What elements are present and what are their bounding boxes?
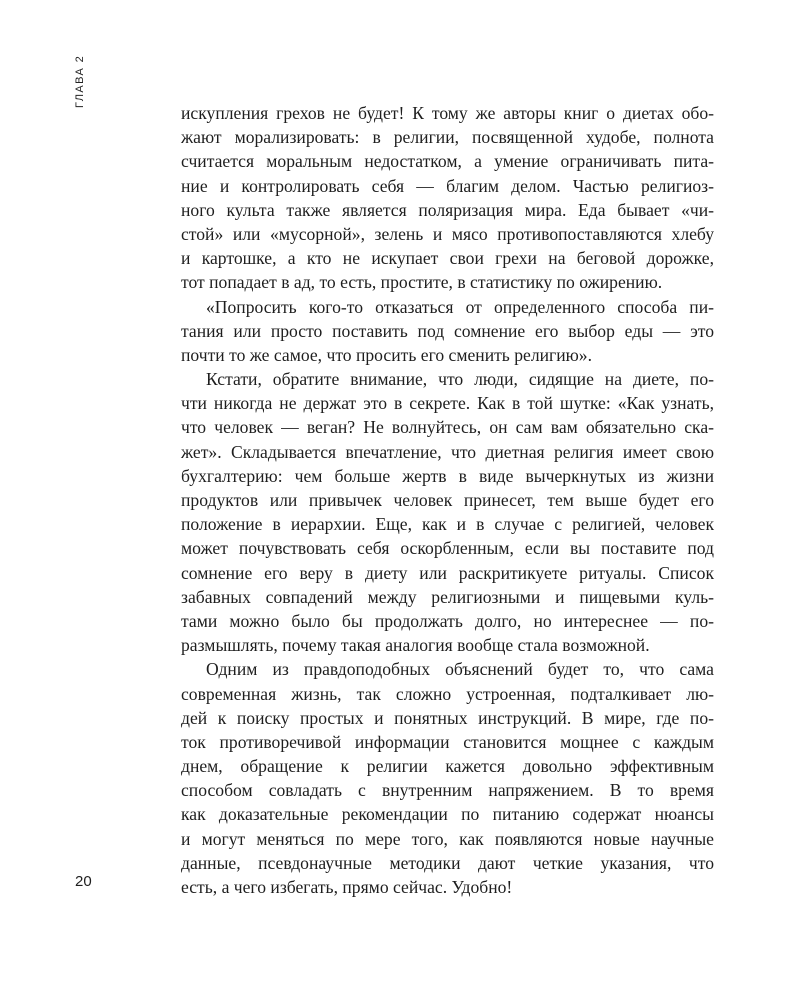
text-line: размышлять, почему такая аналогия вообще стала возможной. (181, 635, 650, 656)
text-line: есть, а чего избегать, прямо сейчас. Удобно! (181, 877, 513, 897)
text-line: сомнение его веру в диету или раскритикуете ритуалы. Список (181, 562, 714, 583)
text-line: искупления грехов не будет! К тому же авторы книг о диетах обо- (181, 103, 714, 123)
text-line: и картошке, а кто не искупает свои грехи на беговой дорожке, (181, 248, 714, 269)
text-line: считается моральным недостатком, а умение ограничивать пита- (181, 151, 714, 172)
text-line: тами можно было бы продолжать долго, но интереснее — по- (181, 610, 714, 631)
text-line: тания или просто поставить под сомнение его выбор еды — это (181, 320, 714, 341)
text-line: жет». Складывается впечатление, что диетная религия имеет свою (181, 441, 714, 462)
text-line: Одним из правдоподобных объяснений будет то, что сама (206, 659, 714, 680)
text-line: днем, обращение к религии кажется довольно эффективным (181, 756, 714, 777)
text-line: что человек — веган? Не волнуйтесь, он сам вам обязательно ска- (181, 417, 714, 438)
body-text (181, 101, 714, 899)
text-line: Кстати, обратите внимание, что люди, сидящие на диете, по- (206, 369, 714, 390)
text-line: дей к поиску простых и понятных инструкций. В мире, где по- (181, 707, 714, 728)
text-line: и могут меняться по мере того, как появляются новые научные (181, 828, 714, 849)
text-line: тот попадает в ад, то есть, простите, в статистику по ожирению. (181, 272, 663, 293)
text-line: почти то же самое, что просить его сменить религию». (181, 344, 593, 365)
text-line: жают морализировать: в религии, посвященной худобе, полнота (181, 127, 714, 148)
text-line: продуктов или привычек человек принесет, тем выше будет его (181, 490, 714, 510)
text-line: способом совладать с внутренним напряжением. В то время (181, 780, 714, 801)
text-line: современная жизнь, так сложно устроенная, подталкивает лю- (181, 683, 714, 704)
text-line: стой» или «мусорной», зелень и мясо противопоставляются хлебу (181, 223, 714, 244)
text-line: как доказательные рекомендации по питанию содержат нюансы (181, 804, 714, 825)
text-line: может почувствовать себя оскорбленным, если вы поставите под (181, 538, 714, 559)
text-line: ного культа также является поляризация мира. Еда бывает «чи- (181, 199, 714, 220)
text-line: ние и контролировать себя — благим делом. Частью религиоз- (181, 175, 714, 196)
text-line: положение в иерархии. Еще, как и в случае с религией, человек (181, 514, 714, 535)
text-line: данные, псевдонаучные методики дают четкие указания, что (181, 852, 714, 873)
text-line: «Попросить кого-то отказаться от определенного способа пи- (206, 296, 714, 317)
chapter-label: ГЛАВА 2 (74, 54, 86, 108)
page-number: 20 (75, 873, 92, 890)
text-line: бухгалтерию: чем больше жертв в виде вычеркнутых из жизни (181, 465, 714, 486)
text-line: забавных совпадений между религиозными и пищевыми куль- (181, 586, 714, 607)
text-line: ток противоречивой информации становится мощнее с каждым (181, 731, 714, 752)
text-line: чти никогда не держат это в секрете. Как в той шутке: «Как узнать, (181, 393, 714, 414)
